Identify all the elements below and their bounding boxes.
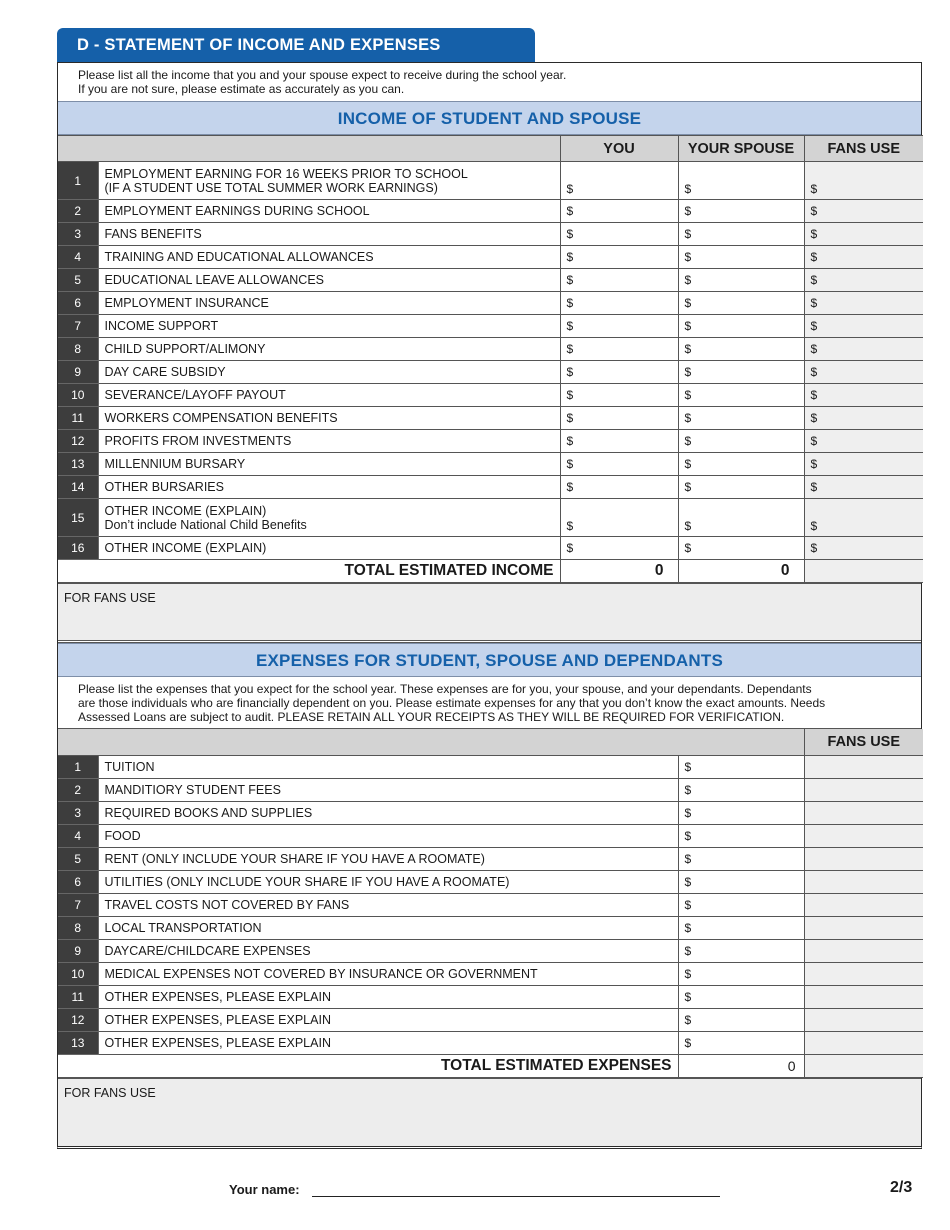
- income-item-text: PROFITS FROM INVESTMENTS: [104, 434, 292, 448]
- your-name-field[interactable]: [312, 1196, 720, 1197]
- expenses-header-blank: [58, 729, 804, 755]
- income-row: [58, 499, 923, 537]
- expense-item-label: OTHER EXPENSES, PLEASE EXPLAIN: [98, 1031, 678, 1054]
- row-number: 9: [58, 939, 98, 962]
- income-you-input[interactable]: $: [560, 162, 678, 200]
- row-number: 1: [58, 755, 98, 778]
- income-row: [58, 315, 923, 338]
- income-item-label: [98, 430, 560, 453]
- income-spouse-input[interactable]: $: [678, 430, 804, 453]
- expenses-column-header-row: [58, 729, 923, 755]
- expense-fans-use-cell: [804, 962, 923, 985]
- income-spouse-input[interactable]: $: [678, 246, 804, 269]
- income-spouse-input[interactable]: $: [678, 223, 804, 246]
- expense-fans-use-cell: [804, 801, 923, 824]
- income-row: [58, 162, 923, 200]
- column-your-spouse: YOUR SPOUSE: [678, 136, 804, 162]
- expenses-total-row: [58, 1054, 923, 1077]
- expense-amount-input[interactable]: $: [678, 916, 804, 939]
- total-expenses-fans-cell: [804, 1054, 923, 1077]
- total-income-you: 0: [560, 560, 678, 583]
- expense-row: [58, 985, 923, 1008]
- income-row: [58, 200, 923, 223]
- income-spouse-input[interactable]: $: [678, 407, 804, 430]
- expense-item-label: OTHER EXPENSES, PLEASE EXPLAIN: [98, 985, 678, 1008]
- expense-amount-input[interactable]: $: [678, 893, 804, 916]
- income-item-label: [98, 162, 560, 200]
- expense-row: [58, 962, 923, 985]
- row-number: 8: [58, 338, 98, 361]
- income-you-input[interactable]: $: [560, 361, 678, 384]
- total-income-spouse: 0: [678, 560, 804, 583]
- expenses-column-fans-use: FANS USE: [804, 729, 923, 755]
- row-number: 7: [58, 315, 98, 338]
- income-you-input[interactable]: $: [560, 200, 678, 223]
- income-row: [58, 407, 923, 430]
- income-expense-form: [57, 62, 922, 1149]
- total-income-label: TOTAL ESTIMATED INCOME: [58, 560, 560, 583]
- income-you-input[interactable]: $: [560, 338, 678, 361]
- row-number: 3: [58, 223, 98, 246]
- income-spouse-input[interactable]: $: [678, 162, 804, 200]
- expense-row: [58, 870, 923, 893]
- income-row: [58, 269, 923, 292]
- income-item-text: OTHER INCOME (EXPLAIN): [104, 541, 267, 555]
- row-number: 13: [58, 453, 98, 476]
- expense-item-label: TRAVEL COSTS NOT COVERED BY FANS: [98, 893, 678, 916]
- income-section-title: INCOME OF STUDENT AND SPOUSE: [58, 101, 921, 135]
- income-table: [58, 135, 923, 583]
- row-number: 12: [58, 430, 98, 453]
- income-spouse-input[interactable]: $: [678, 476, 804, 499]
- income-spouse-input[interactable]: $: [678, 537, 804, 560]
- row-number: 5: [58, 269, 98, 292]
- income-item-text: SEVERANCE/LAYOFF PAYOUT: [104, 388, 286, 402]
- income-spouse-input[interactable]: $: [678, 269, 804, 292]
- expense-amount-input[interactable]: $: [678, 801, 804, 824]
- income-row: [58, 537, 923, 560]
- row-number: 3: [58, 801, 98, 824]
- expense-item-label: UTILITIES (ONLY INCLUDE YOUR SHARE IF YOU HAVE A ROOMATE): [98, 870, 678, 893]
- expense-row: [58, 824, 923, 847]
- income-item-label: [98, 537, 560, 560]
- expense-amount-input[interactable]: $: [678, 985, 804, 1008]
- income-fans-use-cell: $: [804, 499, 923, 537]
- income-row: [58, 453, 923, 476]
- expenses-intro-line-3: Assessed Loans are subject to audit. PLEASE RETAIN ALL YOUR RECEIPTS AS THEY WILL BE REQUIRED FOR VERIFICATION.: [78, 710, 785, 724]
- income-rows: [58, 162, 923, 560]
- row-number: 9: [58, 361, 98, 384]
- expense-amount-input[interactable]: $: [678, 939, 804, 962]
- expense-amount-input[interactable]: $: [678, 962, 804, 985]
- expense-item-label: FOOD: [98, 824, 678, 847]
- expense-row: [58, 1031, 923, 1054]
- income-fans-use-cell: $: [804, 338, 923, 361]
- income-fans-use-cell: $: [804, 361, 923, 384]
- income-spouse-input[interactable]: $: [678, 292, 804, 315]
- income-spouse-input[interactable]: $: [678, 499, 804, 537]
- income-item-label: [98, 407, 560, 430]
- income-intro-line-1: Please list all the income that you and your spouse expect to receive during the school year.: [78, 68, 567, 82]
- income-item-text: CHILD SUPPORT/ALIMONY: [104, 342, 266, 356]
- row-number: 10: [58, 962, 98, 985]
- section-title-tab: [57, 28, 535, 62]
- expenses-intro-line-2: are those individuals who are financially dependent on you. Please estimate expenses for any that you don’t know the exact amounts. Needs: [78, 696, 826, 710]
- expense-amount-input[interactable]: $: [678, 1031, 804, 1054]
- income-item-label: [98, 384, 560, 407]
- income-item-text: EMPLOYMENT INSURANCE: [104, 296, 269, 310]
- expense-fans-use-cell: [804, 893, 923, 916]
- income-total-row: [58, 560, 923, 583]
- expense-amount-input[interactable]: $: [678, 847, 804, 870]
- expense-item-label: MANDITIORY STUDENT FEES: [98, 778, 678, 801]
- income-item-label: [98, 292, 560, 315]
- income-intro: [58, 63, 921, 101]
- income-fans-use-box[interactable]: [58, 583, 921, 641]
- income-spouse-input[interactable]: $: [678, 384, 804, 407]
- income-fans-use-cell: $: [804, 292, 923, 315]
- expenses-section-title: EXPENSES FOR STUDENT, SPOUSE AND DEPENDANTS: [58, 643, 921, 677]
- expense-row: [58, 778, 923, 801]
- income-item-text: EDUCATIONAL LEAVE ALLOWANCES: [104, 273, 325, 287]
- income-intro-line-2: If you are not sure, please estimate as accurately as you can.: [78, 82, 405, 96]
- column-you: YOU: [560, 136, 678, 162]
- income-fans-use-cell: $: [804, 430, 923, 453]
- income-item-label: [98, 338, 560, 361]
- income-spouse-input[interactable]: $: [678, 315, 804, 338]
- income-spouse-input[interactable]: $: [678, 338, 804, 361]
- income-item-label: [98, 200, 560, 223]
- income-row: [58, 338, 923, 361]
- income-you-input[interactable]: $: [560, 430, 678, 453]
- income-you-input[interactable]: $: [560, 499, 678, 537]
- income-item-label: [98, 246, 560, 269]
- row-number: 4: [58, 824, 98, 847]
- row-number: 6: [58, 292, 98, 315]
- expense-fans-use-cell: [804, 939, 923, 962]
- income-fans-use-cell: $: [804, 537, 923, 560]
- total-income-fans-cell: [804, 560, 923, 583]
- income-fans-use-cell: $: [804, 384, 923, 407]
- expenses-fans-use-box[interactable]: [58, 1078, 921, 1146]
- income-row: [58, 246, 923, 269]
- income-fans-use-cell: $: [804, 223, 923, 246]
- income-fans-use-cell: $: [804, 453, 923, 476]
- income-fans-use-cell: $: [804, 200, 923, 223]
- expense-fans-use-cell: [804, 870, 923, 893]
- income-item-text: INCOME SUPPORT: [104, 319, 219, 333]
- expenses-intro-line-1: Please list the expenses that you expect for the school year. These expenses are for you, your spouse, and your dependants. Dependants: [78, 682, 812, 696]
- expense-amount-input[interactable]: $: [678, 778, 804, 801]
- income-item-label: [98, 453, 560, 476]
- row-number: 2: [58, 200, 98, 223]
- row-number: 11: [58, 985, 98, 1008]
- expense-fans-use-cell: [804, 916, 923, 939]
- income-column-header-row: [58, 136, 923, 162]
- income-item-text: WORKERS COMPENSATION BENEFITS: [104, 411, 338, 425]
- income-item-note: Don’t include National Child Benefits: [104, 517, 307, 532]
- row-number: 14: [58, 476, 98, 499]
- expense-item-label: RENT (ONLY INCLUDE YOUR SHARE IF YOU HAVE A ROOMATE): [98, 847, 678, 870]
- row-number: 2: [58, 778, 98, 801]
- expense-fans-use-cell: [804, 1031, 923, 1054]
- income-you-input[interactable]: $: [560, 292, 678, 315]
- total-expenses-value: 0: [678, 1054, 804, 1077]
- income-you-input[interactable]: $: [560, 453, 678, 476]
- income-row: [58, 361, 923, 384]
- income-row: [58, 384, 923, 407]
- row-number: 7: [58, 893, 98, 916]
- column-fans-use: FANS USE: [804, 136, 923, 162]
- section-title: D - STATEMENT OF INCOME AND EXPENSES: [77, 36, 441, 54]
- row-number: 6: [58, 870, 98, 893]
- row-number: 11: [58, 407, 98, 430]
- expense-amount-input[interactable]: $: [678, 824, 804, 847]
- expense-item-label: LOCAL TRANSPORTATION: [98, 916, 678, 939]
- income-item-label: [98, 499, 560, 537]
- expense-fans-use-cell: [804, 1008, 923, 1031]
- row-number: 15: [58, 499, 98, 537]
- expense-row: [58, 755, 923, 778]
- income-item-text: OTHER INCOME (EXPLAIN): [104, 503, 267, 518]
- income-fans-use-label: FOR FANS USE: [64, 591, 156, 605]
- row-number: 1: [58, 162, 98, 200]
- expense-item-label: MEDICAL EXPENSES NOT COVERED BY INSURANCE OR GOVERNMENT: [98, 962, 678, 985]
- total-expenses-label: TOTAL ESTIMATED EXPENSES: [58, 1054, 678, 1077]
- income-you-input[interactable]: $: [560, 407, 678, 430]
- income-fans-use-cell: $: [804, 315, 923, 338]
- income-item-text: OTHER BURSARIES: [104, 480, 224, 494]
- income-you-input[interactable]: $: [560, 537, 678, 560]
- income-spouse-input[interactable]: $: [678, 200, 804, 223]
- income-item-text: FANS BENEFITS: [104, 227, 202, 241]
- expense-fans-use-cell: [804, 824, 923, 847]
- income-item-label: [98, 315, 560, 338]
- expense-rows: [58, 755, 923, 1054]
- income-row: [58, 223, 923, 246]
- row-number: 13: [58, 1031, 98, 1054]
- income-header-blank: [58, 136, 560, 162]
- row-number: 10: [58, 384, 98, 407]
- expense-fans-use-cell: [804, 847, 923, 870]
- row-number: 8: [58, 916, 98, 939]
- income-fans-use-cell: $: [804, 246, 923, 269]
- income-item-text: EMPLOYMENT EARNING FOR 16 WEEKS PRIOR TO SCHOOL: [104, 166, 468, 181]
- row-number: 5: [58, 847, 98, 870]
- expense-item-label: TUITION: [98, 755, 678, 778]
- expense-row: [58, 801, 923, 824]
- income-item-text: EMPLOYMENT EARNINGS DURING SCHOOL: [104, 204, 370, 218]
- expense-item-label: OTHER EXPENSES, PLEASE EXPLAIN: [98, 1008, 678, 1031]
- your-name-label: Your name:: [229, 1182, 300, 1197]
- income-item-label: [98, 361, 560, 384]
- income-spouse-input[interactable]: $: [678, 361, 804, 384]
- income-item-label: [98, 269, 560, 292]
- expenses-intro: [58, 677, 921, 729]
- expense-row: [58, 893, 923, 916]
- expense-item-label: REQUIRED BOOKS AND SUPPLIES: [98, 801, 678, 824]
- expense-fans-use-cell: [804, 778, 923, 801]
- income-spouse-input[interactable]: $: [678, 453, 804, 476]
- income-item-text: MILLENNIUM BURSARY: [104, 457, 246, 471]
- income-row: [58, 292, 923, 315]
- income-fans-use-cell: $: [804, 476, 923, 499]
- expense-amount-input[interactable]: $: [678, 755, 804, 778]
- expense-row: [58, 939, 923, 962]
- income-fans-use-cell: $: [804, 162, 923, 200]
- income-item-text: TRAINING AND EDUCATIONAL ALLOWANCES: [104, 250, 374, 264]
- expense-row: [58, 916, 923, 939]
- income-you-input[interactable]: $: [560, 246, 678, 269]
- expense-row: [58, 847, 923, 870]
- expense-item-label: DAYCARE/CHILDCARE EXPENSES: [98, 939, 678, 962]
- expense-amount-input[interactable]: $: [678, 1008, 804, 1031]
- expense-fans-use-cell: [804, 985, 923, 1008]
- expense-fans-use-cell: [804, 755, 923, 778]
- income-you-input[interactable]: $: [560, 269, 678, 292]
- income-item-note: (IF A STUDENT USE TOTAL SUMMER WORK EARNINGS): [104, 180, 438, 195]
- page-number: 2/3: [890, 1179, 913, 1196]
- income-item-label: [98, 476, 560, 499]
- row-number: 16: [58, 537, 98, 560]
- income-you-input[interactable]: $: [560, 384, 678, 407]
- income-fans-use-cell: $: [804, 269, 923, 292]
- expenses-table: [58, 729, 923, 1078]
- row-number: 12: [58, 1008, 98, 1031]
- row-number: 4: [58, 246, 98, 269]
- expenses-fans-use-label: FOR FANS USE: [64, 1085, 156, 1100]
- income-you-input[interactable]: $: [560, 315, 678, 338]
- income-row: [58, 430, 923, 453]
- income-item-label: [98, 223, 560, 246]
- income-you-input[interactable]: $: [560, 223, 678, 246]
- expense-row: [58, 1008, 923, 1031]
- income-fans-use-cell: $: [804, 407, 923, 430]
- income-row: [58, 476, 923, 499]
- income-you-input[interactable]: $: [560, 476, 678, 499]
- expense-amount-input[interactable]: $: [678, 870, 804, 893]
- income-item-text: DAY CARE SUBSIDY: [104, 365, 226, 379]
